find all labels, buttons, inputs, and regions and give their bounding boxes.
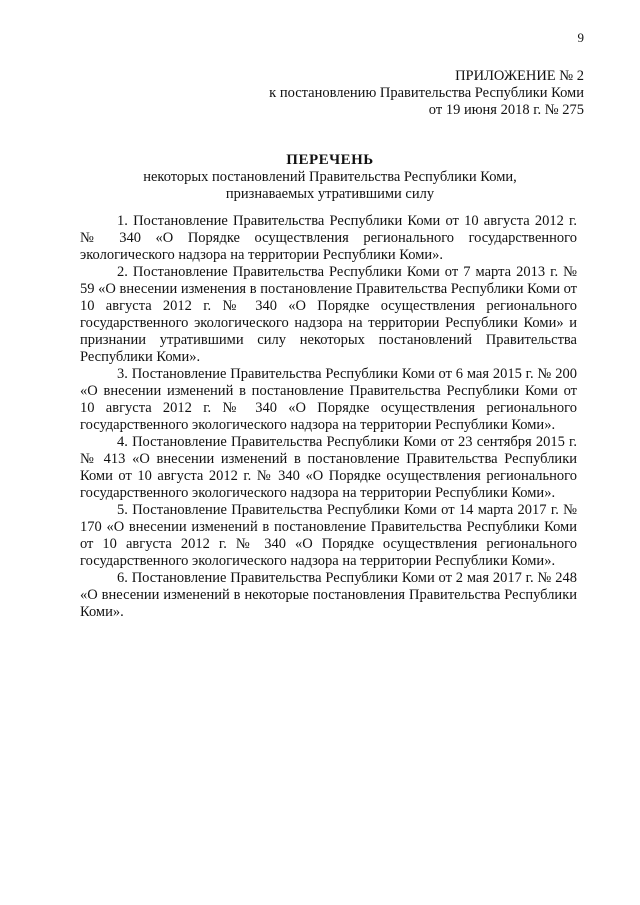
list-item: 1. Постановление Правительства Республики Коми от 10 августа 2012 г. № 340 «О Порядке осуществления регионального государственного экологического надзора на территории Республики Коми». bbox=[80, 213, 577, 263]
list-item: 2. Постановление Правительства Республики Коми от 7 марта 2013 г. № 59 «О внесении изменения в постановление Правительства Республики Коми от 10 августа 2012 г. № 340 «О Порядке осуществления регионального государственного экологического надзора на территории Республики Коми» и признании утратившими силу некоторых постановлений Правительства Республики Коми». bbox=[80, 264, 577, 365]
appendix-date: от 19 июня 2018 г. № 275 bbox=[428, 102, 584, 118]
appendix-header bbox=[269, 68, 584, 119]
appendix-title: ПРИЛОЖЕНИЕ № 2 bbox=[455, 68, 584, 84]
list-item: 4. Постановление Правительства Республики Коми от 23 сентября 2015 г. № 413 «О внесении изменений в постановление Правительства Республики Коми от 10 августа 2012 г. № 340 «О Порядке осуществления регионального государственного экологического надзора на территории Республики Коми». bbox=[80, 434, 577, 501]
appendix-reference: к постановлению Правительства Республики Коми bbox=[269, 85, 584, 101]
list-item: 6. Постановление Правительства Республики Коми от 2 мая 2017 г. № 248 «О внесении изменений в некоторые постановления Правительства Республики Коми». bbox=[80, 570, 577, 620]
resolutions-list bbox=[80, 213, 577, 621]
document-subtitle-line-2: признаваемых утратившими силу bbox=[225, 186, 435, 202]
list-item: 5. Постановление Правительства Республики Коми от 14 марта 2017 г. № 170 «О внесении изменений в постановление Правительства Республики Коми от 10 августа 2012 г. № 340 «О Порядке осуществления регионального государственного экологического надзора на территории Республики Коми». bbox=[80, 502, 577, 569]
list-item: 3. Постановление Правительства Республики Коми от 6 мая 2015 г. № 200 «О внесении изменений в постановление Правительства Республики Коми от 10 августа 2012 г. № 340 «О Порядке осуществления регионального государственного экологического надзора на территории Республики Коми». bbox=[80, 366, 577, 433]
page-number: 9 bbox=[577, 30, 584, 45]
document-title: ПЕРЕЧЕНЬ bbox=[286, 152, 374, 168]
document-subtitle-line-1: некоторых постановлений Правительства Республики Коми, bbox=[143, 169, 517, 185]
document-title-block bbox=[90, 151, 570, 203]
